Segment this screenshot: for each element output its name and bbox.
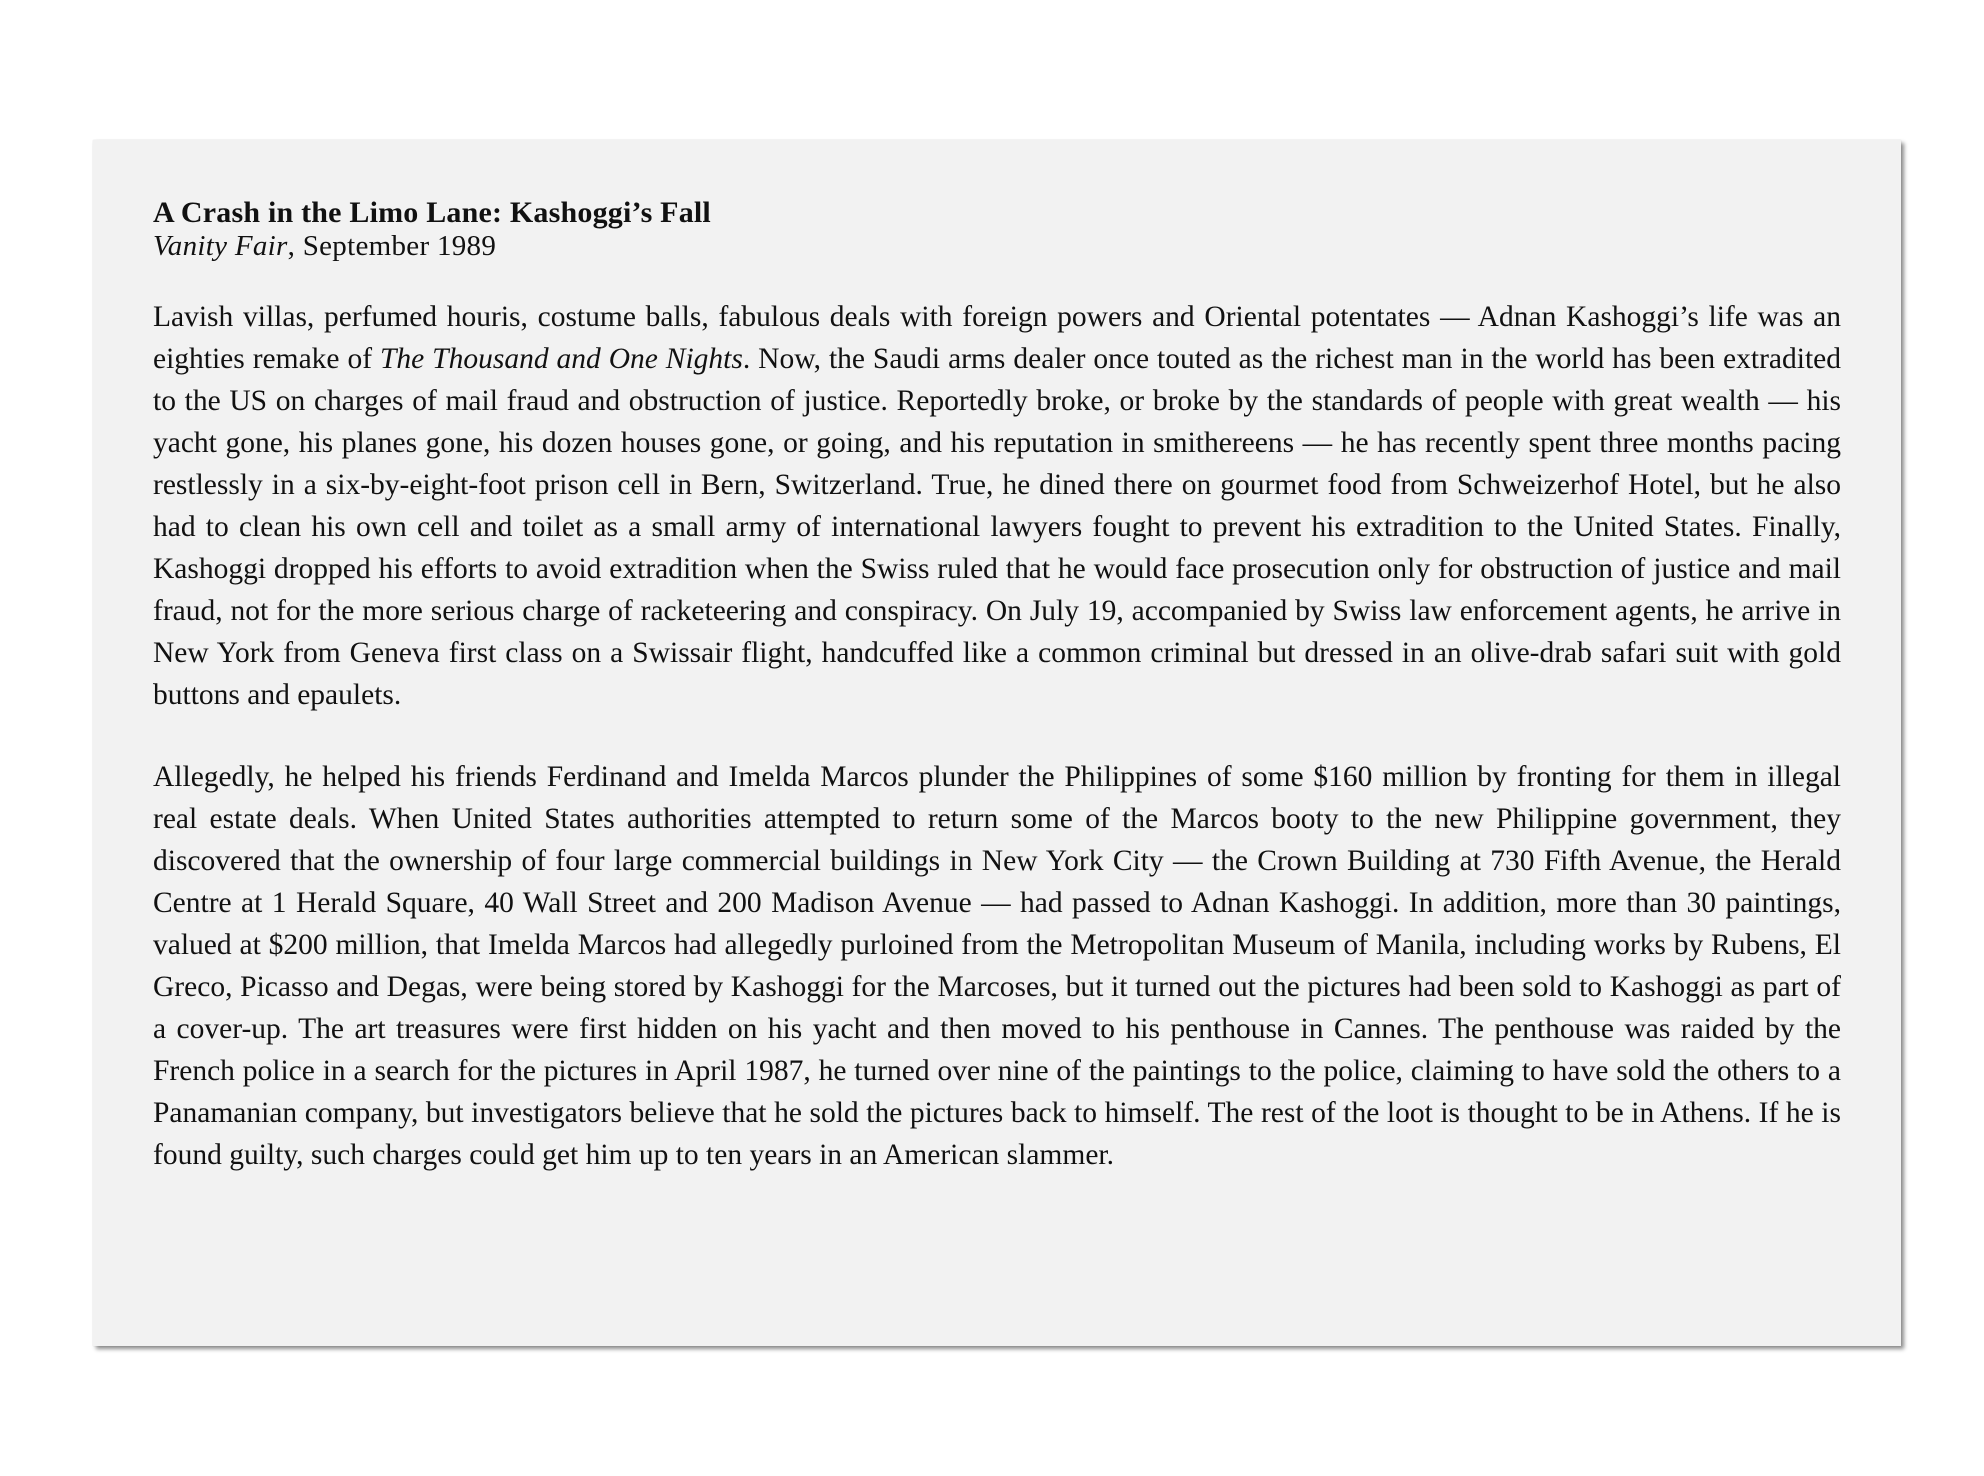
- publication-date: , September 1989: [287, 230, 497, 262]
- article-paragraph-1: [153, 296, 1841, 716]
- article-title: A Crash in the Limo Lane: Kashoggi’s Fall: [153, 196, 711, 229]
- article-source: [153, 230, 1841, 262]
- book-title-italic: The Thousand and One Nights: [379, 343, 743, 375]
- paragraph-1-text-start: Lavish villas, perfumed houris, costume balls, fabulous deals with foreign powers and Oriental potentates — Adnan Kashoggi’s life was an eighties remake of: [153, 301, 1841, 375]
- article-paragraph-2: Allegedly, he helped his friends Ferdinand and Imelda Marcos plunder the Philippines of some $160 million by fronting for them in illegal real estate deals. When United States authorities attempted to return some of the Marcos booty to the new Philippine government, they discovered that the ownership of four large commercial buildings in New York City — the Crown Building at 730 Fifth Avenue, the Herald Centre at 1 Herald Square, 40 Wall Street and 200 Madison Avenue — had passed to Adnan Kashoggi. In addition, more than 30 paintings, valued at $200 million, that Imelda Marcos had allegedly purloined from the Metropolitan Museum of Manila, including works by Rubens, El Greco, Picasso and Degas, were being stored by Kashoggi for the Marcoses, but it turned out the pictures had been sold to Kashoggi as part of a cover-up. The art treasures were first hidden on his yacht and then moved to his penthouse in Cannes. The penthouse was raided by the French police in a search for the pictures in April 1987, he turned over nine of the paintings to the police, claiming to have sold the others to a Panamanian company, but investigators believe that he sold the pictures back to himself. The rest of the loot is thought to be in Athens. If he is found guilty, such charges could get him up to ten years in an American slammer.: [153, 761, 1841, 1171]
- article-card: [93, 140, 1901, 1346]
- paragraph-1-text-end: . Now, the Saudi arms dealer once touted as the richest man in the world has been extradited to the US on charges of mail fraud and obstruction of justice. Reportedly broke, or broke by the standards of people with great wealth — his yacht gone, his planes gone, his dozen houses gone, or going, and his reputation in smithereens — he has recently spent three months pacing restlessly in a six-by-eight-foot prison cell in Bern, Switzerland. True, he dined there on gourmet food from Schweizerhof Hotel, but he also had to clean his own cell and toilet as a small army of international lawyers fought to prevent his extradition to the United States. Finally, Kashoggi dropped his efforts to avoid extradition when the Swiss ruled that he would face prosecution only for obstruction of justice and mail fraud, not for the more serious charge of racketeering and conspiracy. On July 19, accompanied by Swiss law enforcement agents, he arrive in New York from Geneva first class on a Swissair flight, handcuffed like a common criminal but dressed in an olive-drab safari suit with gold buttons and epaulets.: [153, 343, 1841, 711]
- publication-name: Vanity Fair: [153, 230, 288, 262]
